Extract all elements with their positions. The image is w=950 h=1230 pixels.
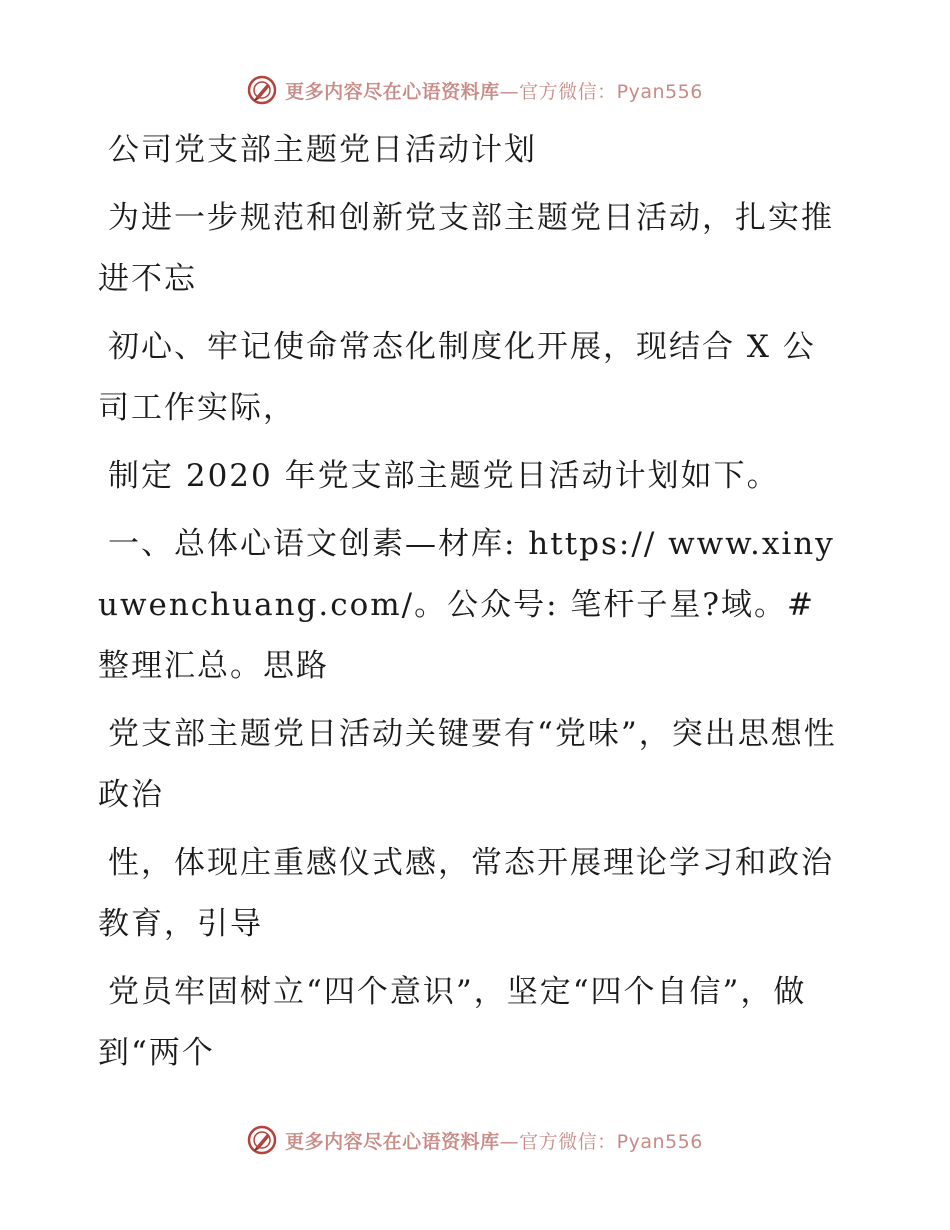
banner-wechat-text: —官方微信：Pyan556: [499, 1130, 703, 1153]
paragraph: 性，体现庄重感仪式感，常态开展理论学习和政治教育，引导: [98, 845, 834, 942]
paragraph: 党员牢固树立“四个意识”，坚定“四个自信”，做到“两个: [98, 974, 807, 1071]
footer-banner: [0, 1120, 950, 1160]
document-title: 公司党支部主题党日活动计划: [108, 132, 537, 168]
banner-text: [285, 77, 703, 104]
paragraph: 制定 2020 年党支部主题党日活动计划如下。: [108, 458, 780, 494]
paragraph: 一、总体心语文创素—材库: https:// www.xinyuwenchuang.com/。公众号: 笔杆子星?域。#整理汇总。思路: [98, 526, 835, 684]
paragraph: 初心、牢记使命常态化制度化开展，现结合 X 公司工作实际，: [98, 329, 816, 426]
pen-logo-icon: [247, 75, 277, 105]
banner-main-text: 更多内容尽在心语资料库: [285, 1130, 500, 1153]
header-banner: [0, 70, 950, 110]
banner-text: [285, 1127, 703, 1154]
paragraph: 为进一步规范和创新党支部主题党日活动，扎实推进不忘: [98, 200, 834, 297]
pen-logo-icon: [247, 1125, 277, 1155]
banner-wechat-text: —官方微信：Pyan556: [499, 80, 703, 103]
document-body: [98, 120, 838, 1084]
banner-main-text: 更多内容尽在心语资料库: [285, 80, 500, 103]
paragraph: 党支部主题党日活动关键要有“党味”，突出思想性政治: [98, 716, 837, 813]
